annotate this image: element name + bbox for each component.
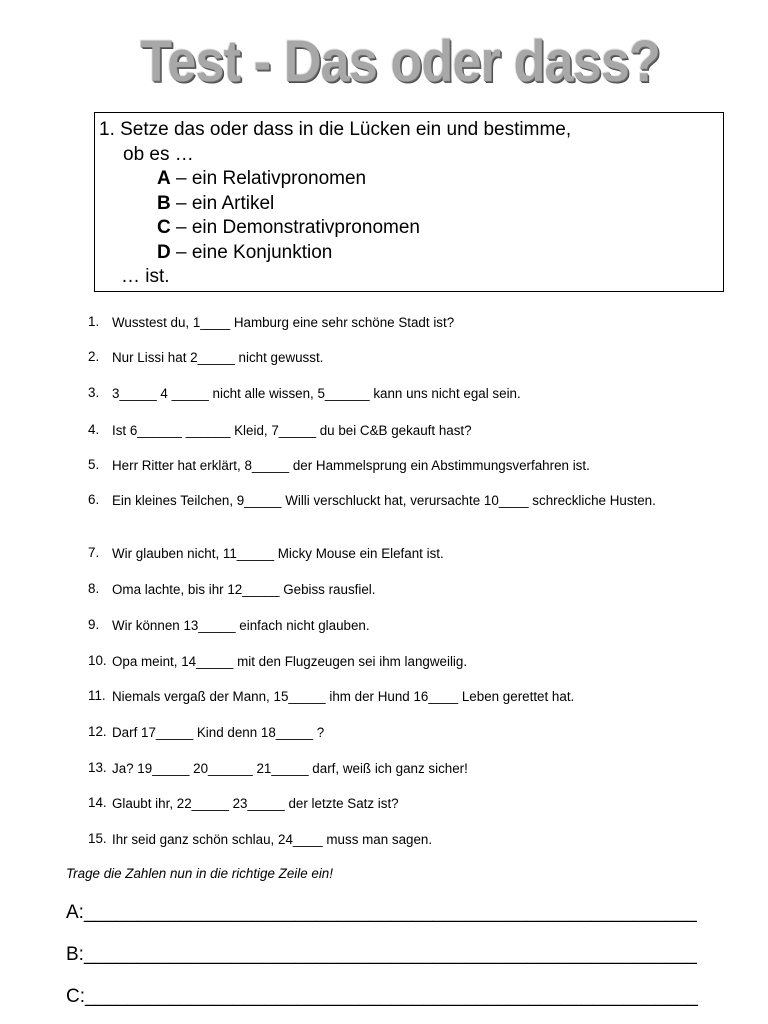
question-number: 11. xyxy=(88,688,106,703)
option-letter: C xyxy=(157,217,171,238)
answer-line-c[interactable] xyxy=(66,986,706,1008)
answer-label: A: xyxy=(66,902,84,923)
question-number: 15. xyxy=(88,831,107,846)
question-text: Darf 17_____ Kind denn 18_____ ? xyxy=(112,725,325,740)
question-number: 7. xyxy=(88,545,100,560)
question-text: Ist 6______ ______ Kleid, 7_____ du bei C&B gekauft hast? xyxy=(112,423,472,438)
answer-label: C: xyxy=(66,986,85,1007)
answer-line-a[interactable] xyxy=(66,902,706,924)
task-outro: … ist. xyxy=(121,266,170,287)
question-text: Opa meint, 14_____ mit den Flugzeugen sei ihm langweilig. xyxy=(112,654,468,669)
question-number: 6. xyxy=(88,492,100,507)
task-box xyxy=(94,112,724,292)
question-text: Wusstest du, 1____ Hamburg eine sehr schöne Stadt ist? xyxy=(112,315,455,330)
question-number: 14. xyxy=(88,795,107,810)
question-number: 10. xyxy=(88,653,107,668)
answer-blank[interactable]: __________________________________________________________ xyxy=(83,902,697,923)
question-text: 3_____ 4 _____ nicht alle wissen, 5______ kann uns nicht egal sein. xyxy=(112,386,521,401)
question-text: Ein kleines Teilchen, 9_____ Willi verschluckt hat, verursachte 10____ schreckliche Husten. xyxy=(112,493,656,508)
option-text: – eine Konjunktion xyxy=(170,241,333,263)
question-text: Glaubt ihr, 22_____ 23_____ der letzte Satz ist? xyxy=(112,796,399,811)
question-number: 3. xyxy=(88,385,100,400)
task-intro: 1. Setze das oder dass in die Lücken ein und bestimme, xyxy=(99,119,572,140)
question-number: 5. xyxy=(88,457,100,472)
option-letter: A xyxy=(157,168,171,189)
answer-line-b[interactable] xyxy=(66,944,706,966)
question-text: Oma lachte, bis ihr 12_____ Gebiss rausfiel. xyxy=(112,582,376,597)
question-number: 12. xyxy=(88,724,107,739)
option-text: – ein Demonstrativpronomen xyxy=(170,217,420,238)
answer-blank[interactable]: __________________________________________________________ xyxy=(83,944,697,965)
option-d xyxy=(99,241,723,266)
question-text: Niemals vergaß der Mann, 15_____ ihm der Hund 16____ Leben gerettet hat. xyxy=(112,689,575,704)
question-text: Wir können 13_____ einfach nicht glauben. xyxy=(112,618,370,633)
question-text: Nur Lissi hat 2_____ nicht gewusst. xyxy=(112,350,324,365)
question-text: Herr Ritter hat erklärt, 8_____ der Hammelsprung ein Abstimmungsverfahren ist. xyxy=(112,458,590,473)
option-text: – ein Relativpronomen xyxy=(170,168,367,189)
question-number: 1. xyxy=(88,314,100,329)
option-c xyxy=(99,216,723,241)
answer-label: B: xyxy=(66,944,84,965)
question-text: Ja? 19_____ 20______ 21_____ darf, weiß ich ganz sicher! xyxy=(112,761,468,776)
option-text: – ein Artikel xyxy=(170,192,275,214)
question-number: 13. xyxy=(88,760,107,775)
question-text: Ihr seid ganz schön schlau, 24____ muss man sagen. xyxy=(112,832,433,847)
task-intro-cont: ob es … xyxy=(123,143,194,165)
question-number: 8. xyxy=(88,581,100,596)
option-letter: B xyxy=(157,192,171,214)
question-number: 4. xyxy=(88,422,100,437)
option-a xyxy=(99,167,723,192)
question-number: 2. xyxy=(88,349,100,364)
option-letter: D xyxy=(157,241,171,263)
option-b xyxy=(99,192,723,217)
page-title: Test - Das oder dass? xyxy=(140,29,660,94)
answer-blank[interactable]: __________________________________________________________ xyxy=(85,986,698,1007)
question-text: Wir glauben nicht, 11_____ Micky Mouse ein Elefant ist. xyxy=(112,546,444,561)
question-number: 9. xyxy=(88,617,100,632)
instruction-text: Trage die Zahlen nun in die richtige Zeile ein! xyxy=(66,866,333,881)
